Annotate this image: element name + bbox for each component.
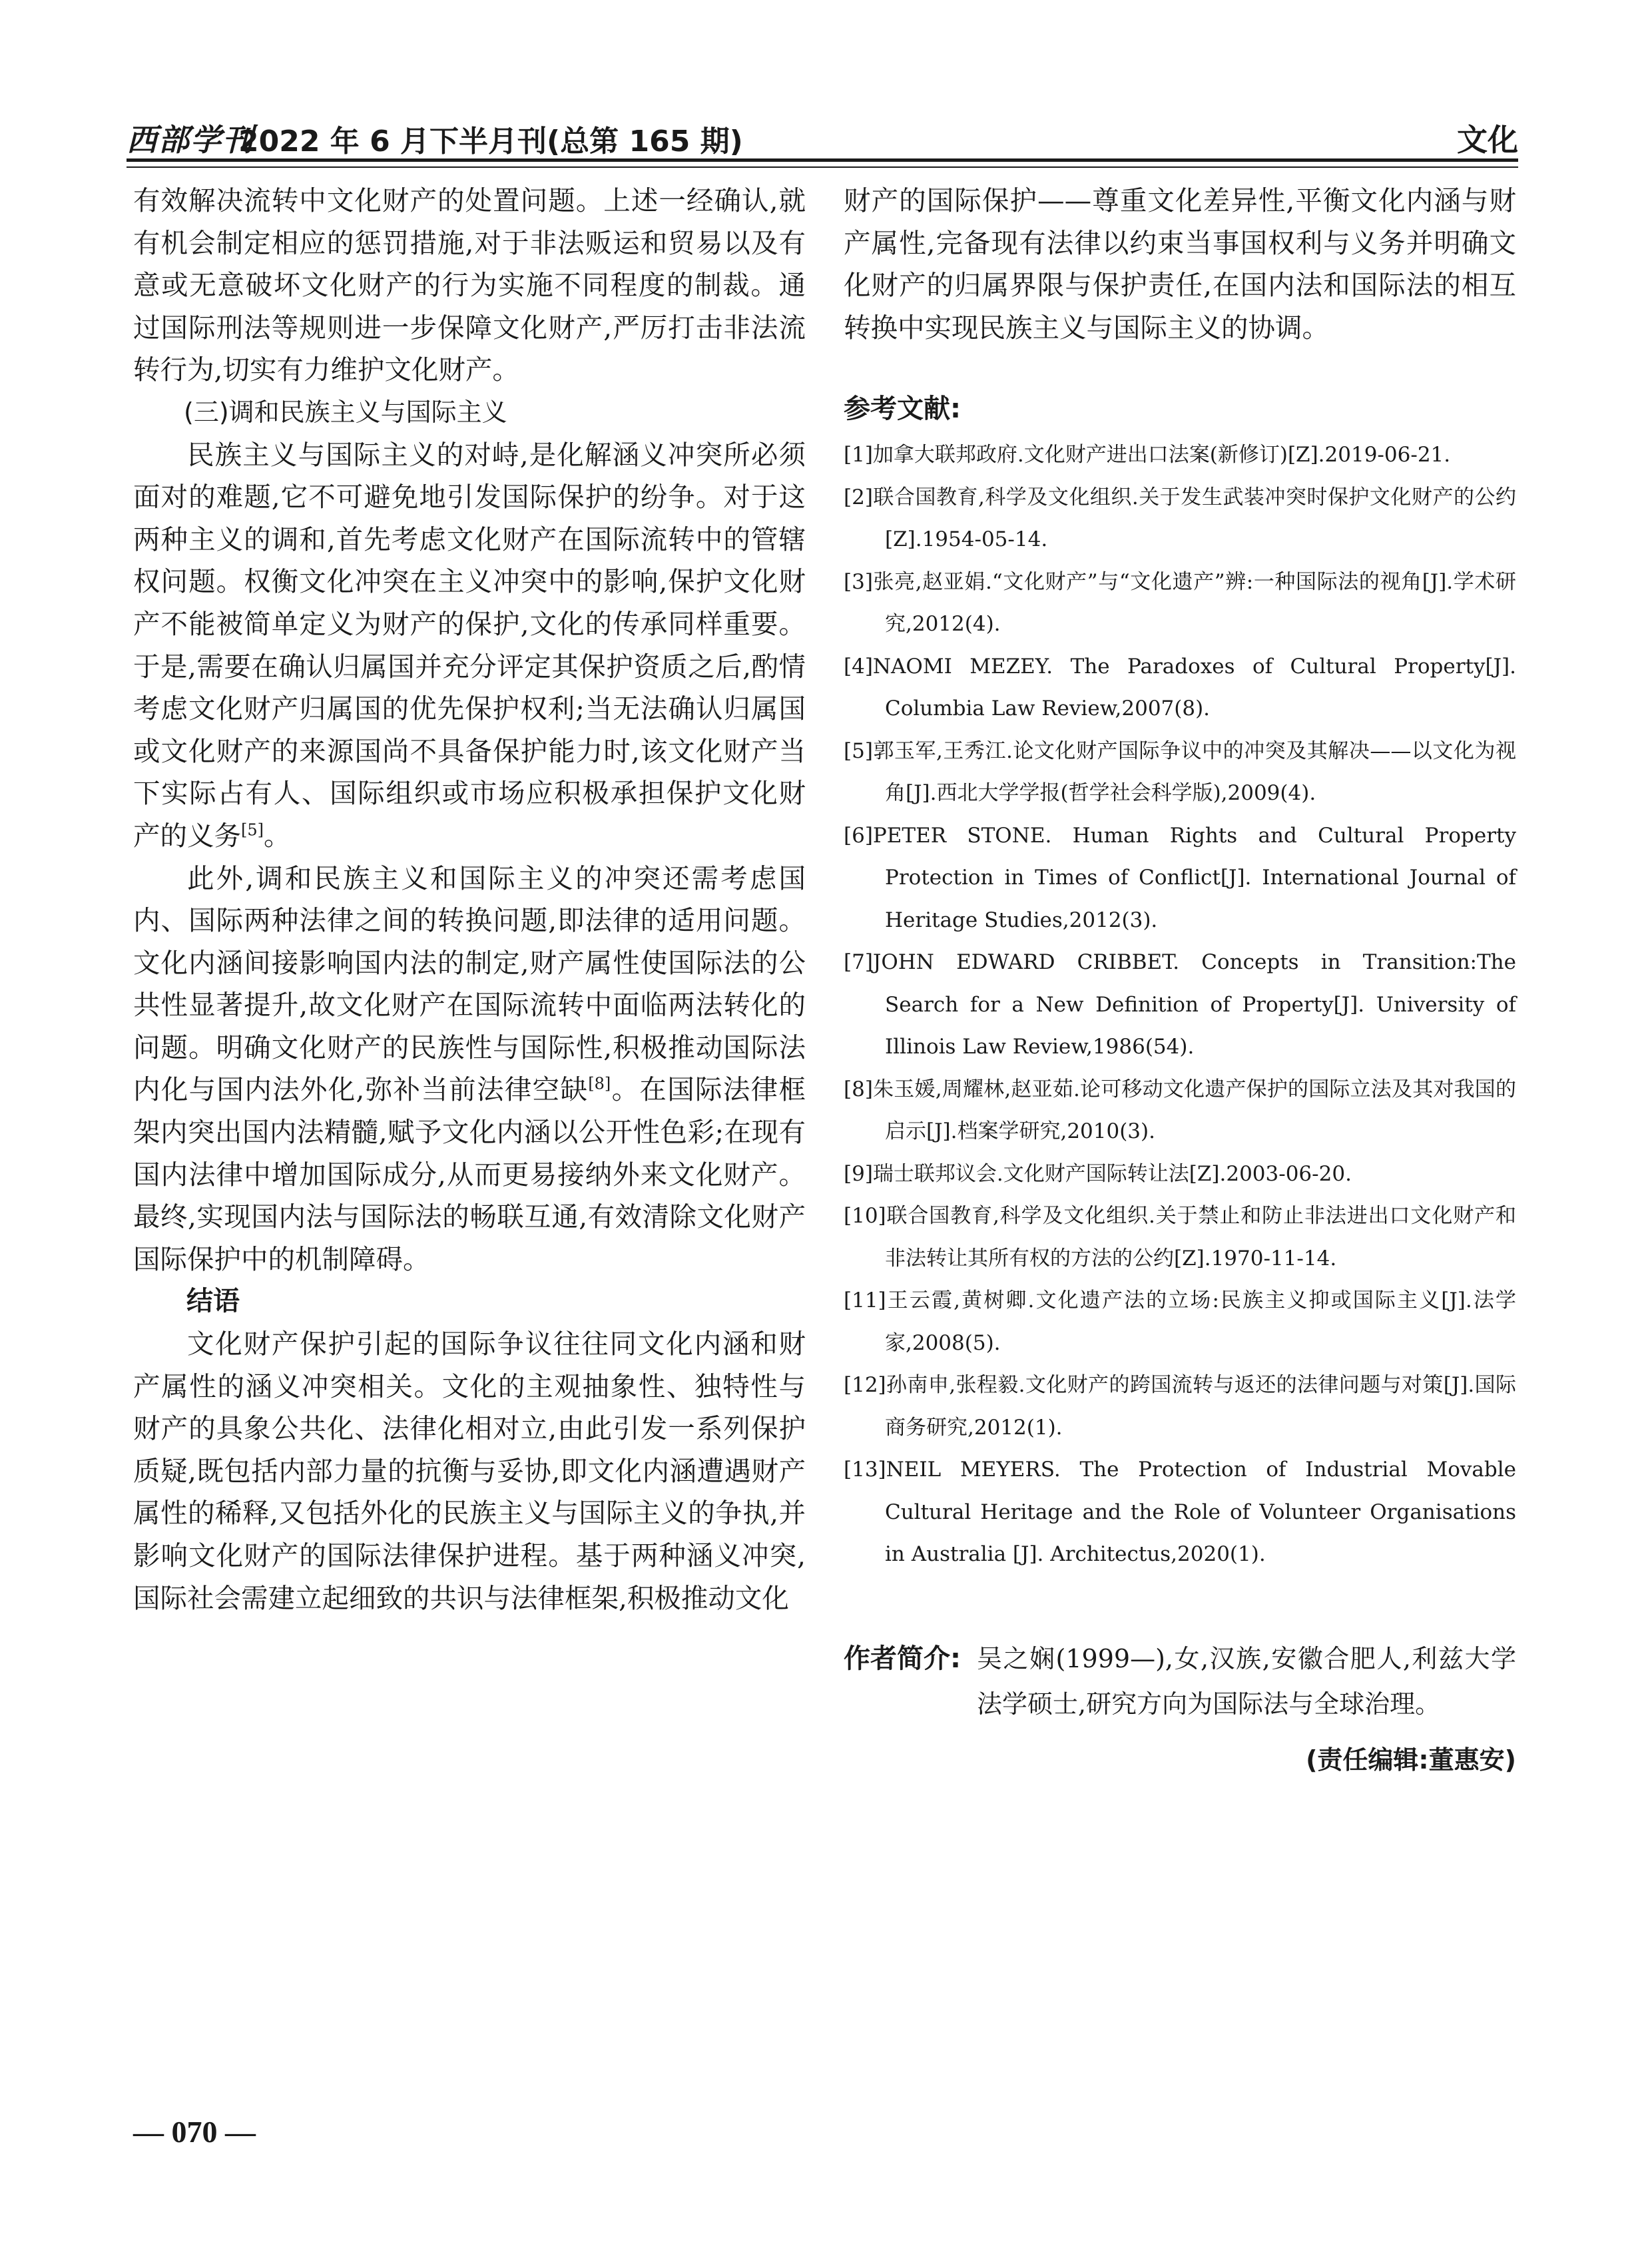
running-header <box>127 112 1518 165</box>
paragraph: 文化财产保护引起的国际争议往往同文化内涵和财产属性的涵义冲突相关。文化的主观抽象性、独特性与财产的具象公共化、法律化相对立,由此引发一系列保护质疑,既包括内部力量的抗衡与妥协,即文化内涵遭遇财产属性的稀释,又包括外化的民族主义与国际主义的争执,并影响文化财产的国际法律保护进程。基于两种涵义冲突,国际社会需建立起细致的共识与法律框架,积极推动文化 <box>133 1328 806 1614</box>
reference-item: [6]PETER STONE. Human Rights and Cultural Property Protection in Times of Conflict[J]. International Journal of Heritage Studies,2012(3). <box>844 823 1516 932</box>
reference-item: [2]联合国教育,科学及文化组织.关于发生武装冲突时保护文化财产的公约[Z].1954-05-14. <box>844 485 1516 552</box>
paragraph-text: 此外,调和民族主义和国际主义的冲突还需考虑国内、国际两种法律之间的转换问题,即法律的适用问题。文化内涵间接影响国内法的制定,财产属性使国际法的公共性显著提升,故文化财产在国际流转中面临两法转化的问题。明确文化财产的民族性与国际性,积极推动国际法内化与国内法外化,弥补当前法律空缺 <box>133 862 806 1106</box>
reference-item: [4]NAOMI MEZEY. The Paradoxes of Cultural Property[J]. Columbia Law Review,2007(8). <box>844 654 1516 721</box>
references-list <box>844 434 1516 1576</box>
editor-credit: (责任编辑:董惠安) <box>1306 1745 1516 1775</box>
reference-item: [11]王云霞,黄树卿.文化遗产法的立场:民族主义抑或国际主义[J].法学家,2008(5). <box>844 1288 1516 1355</box>
paragraph <box>133 434 806 858</box>
header-rule-thick <box>127 158 1518 162</box>
author-bio <box>844 1636 1516 1727</box>
journal-name: 西部学刊 <box>127 122 254 158</box>
reference-item: [1]加拿大联邦政府.文化财产进出口法案(新修订)[Z].2019-06-21. <box>844 443 1451 467</box>
left-column <box>133 180 806 1619</box>
paragraph <box>133 858 806 1281</box>
reference-item: [10]联合国教育,科学及文化组织.关于禁止和防止非法进出口文化财产和非法转让其所有权的方法的公约[Z].1970-11-14. <box>844 1204 1516 1270</box>
reference-item: [8]朱玉媛,周耀林,赵亚茹.论可移动文化遗产保护的国际立法及其对我国的启示[J].档案学研究,2010(3). <box>844 1077 1516 1144</box>
paragraph-text: 。在国际法律框架内突出国内法精髓,赋予文化内涵以公开性色彩;在现有国内法律中增加国际成分,从而更易接纳外来文化财产。最终,实现国内法与国际法的畅联互通,有效清除文化财产国际保护中的机制障碍。 <box>133 1073 806 1275</box>
citation: [5] <box>241 820 264 840</box>
page-number: — 070 — <box>133 2115 256 2149</box>
paragraph-text: 。 <box>264 819 291 852</box>
reference-item: [3]张亮,赵亚娟.“文化财产”与“文化遗产”辨:一种国际法的视角[J].学术研究,2012(4). <box>844 569 1516 637</box>
conclusion-heading: 结语 <box>186 1286 240 1317</box>
citation: [8] <box>588 1074 611 1093</box>
reference-item: [13]NEIL MEYERS. The Protection of Industrial Movable Cultural Heritage and the Role of Volunteer Organisations in Australia [J]. Architectus,2020(1). <box>844 1458 1516 1567</box>
paragraph: 财产的国际保护——尊重文化差异性,平衡文化内涵与财产属性,完备现有法律以约束当事国权利与义务并明确文化财产的归属界限与保护责任,在国内法和国际法的相互转换中实现民族主义与国际主义的协调。 <box>844 184 1516 344</box>
reference-item: [5]郭玉军,王秀江.论文化财产国际争议中的冲突及其解决——以文化为视角[J].西北大学学报(哲学社会科学版),2009(4). <box>844 738 1516 806</box>
paragraph: 有效解决流转中文化财产的处置问题。上述一经确认,就有机会制定相应的惩罚措施,对于非法贩运和贸易以及有意或无意破坏文化财产的行为实施不同程度的制裁。通过国际刑法等规则进一步保障文化财产,严厉打击非法流转行为,切实有力维护文化财产。 <box>133 184 806 386</box>
author-text: 吴之娴(1999—),女,汉族,安徽合肥人,利兹大学法学硕士,研究方向为国际法与全球治理。 <box>977 1643 1516 1719</box>
header-rule-thin <box>127 166 1518 168</box>
issue-info: 2022 年 6 月下半月刊(总第 165 期) <box>238 125 743 158</box>
reference-item: [7]JOHN EDWARD CRIBBET. Concepts in Transition:The Search for a New Definition of Property[J]. University of Illinois Law Review,1986(54). <box>844 950 1516 1059</box>
author-label: 作者简介: <box>844 1643 961 1674</box>
section-subheading: (三)调和民族主义与国际主义 <box>184 397 507 427</box>
right-column <box>844 180 1516 1780</box>
section-name: 文化 <box>1457 122 1518 158</box>
reference-item: [9]瑞士联邦议会.文化财产国际转让法[Z].2003-06-20. <box>844 1161 1352 1186</box>
paragraph-text: 民族主义与国际主义的对峙,是化解涵义冲突所必须面对的难题,它不可避免地引发国际保护的纷争。对于这两种主义的调和,首先考虑文化财产在国际流转中的管辖权问题。权衡文化冲突在主义冲突中的影响,保护文化财产不能被简单定义为财产的保护,文化的传承同样重要。于是,需要在确认归属国并充分评定其保护资质之后,酌情考虑文化财产归属国的优先保护权利;当无法确认归属国或文化财产的来源国尚不具备保护能力时,该文化财产当下实际占有人、国际组织或市场应积极承担保护文化财产的义务 <box>133 438 806 852</box>
reference-item: [12]孙南申,张程毅.文化财产的跨国流转与返还的法律问题与对策[J].国际商务研究,2012(1). <box>844 1373 1516 1440</box>
references-title: 参考文献: <box>844 394 961 425</box>
